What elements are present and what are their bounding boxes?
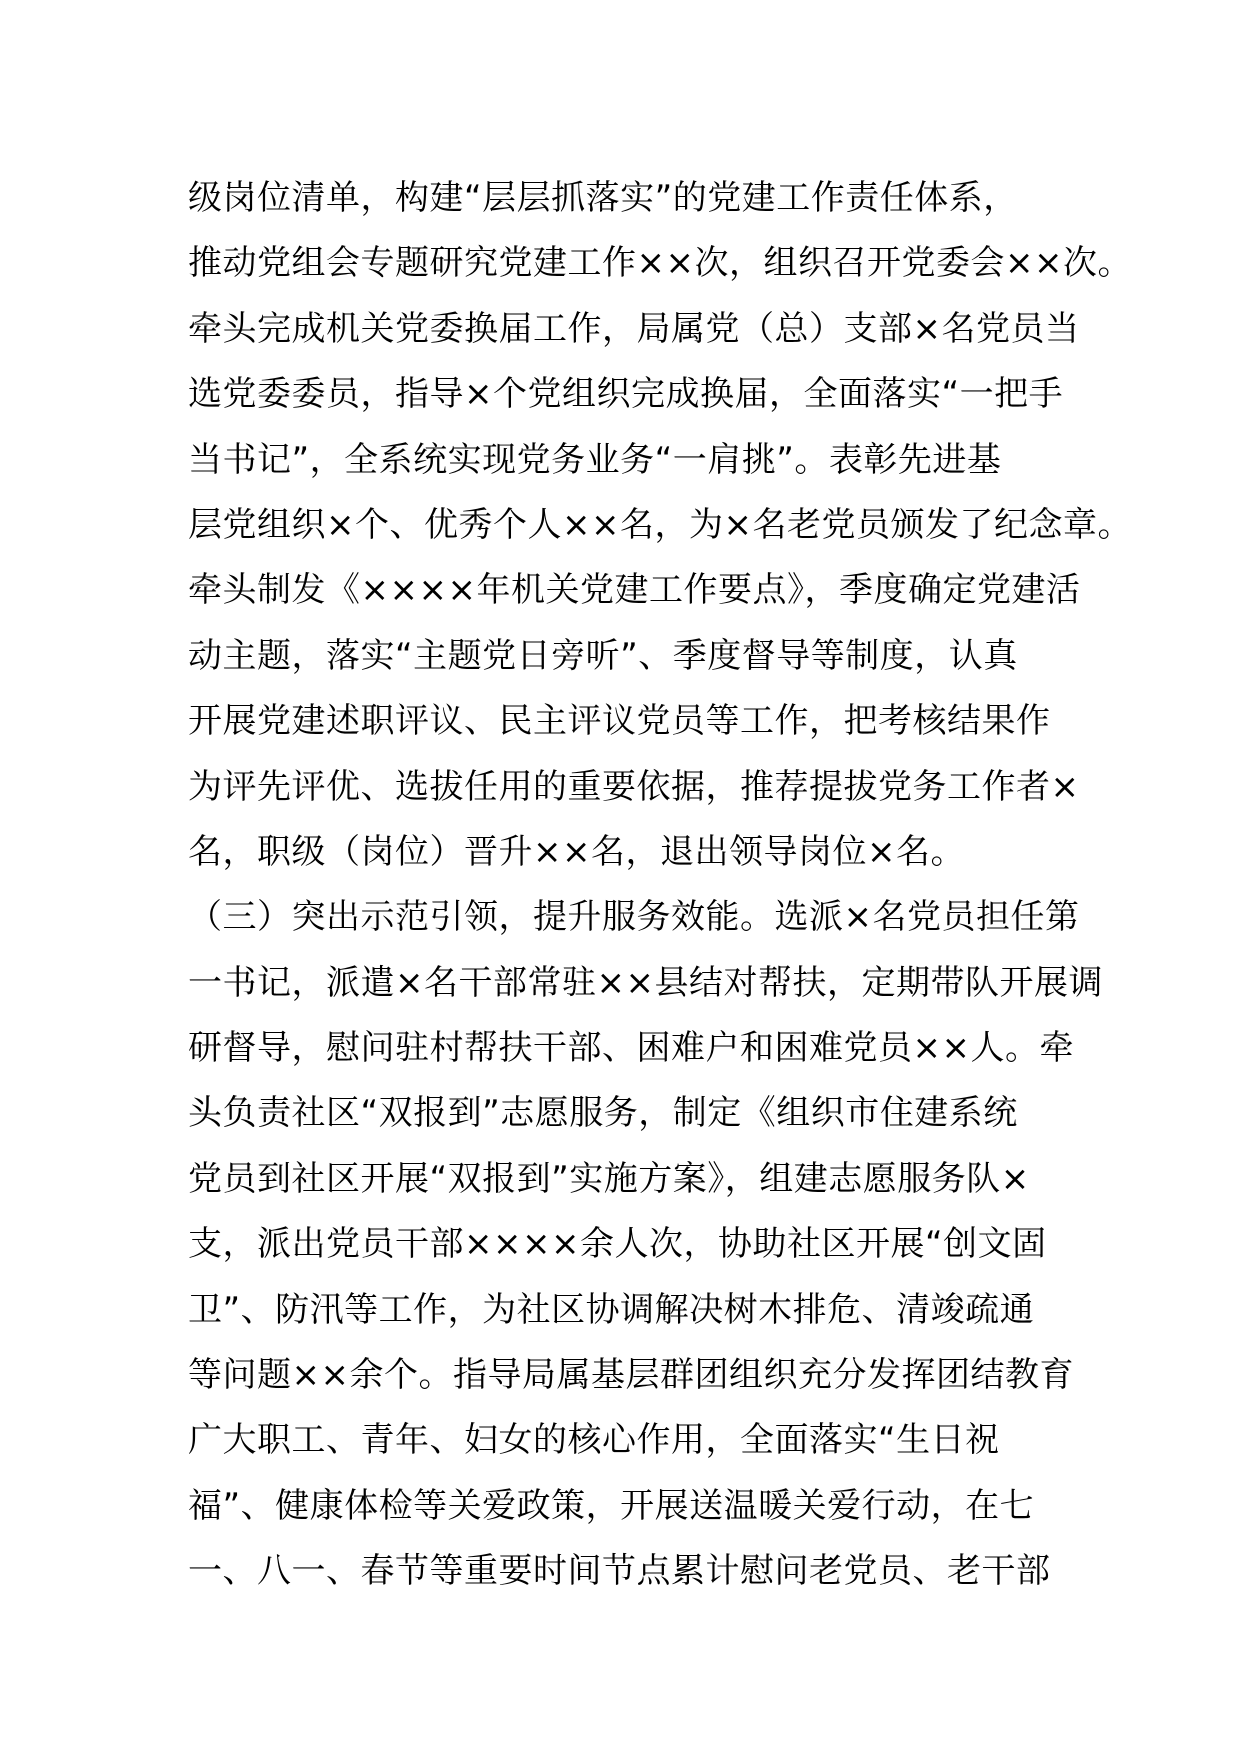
text-line: 层党组织×个、优秀个人××名，为×名老党员颁发了纪念章。 (188, 504, 1132, 545)
text-line: 一、八一、春节等重要时间节点累计慰问老党员、老干部 (188, 1551, 1051, 1592)
text-line: 头负责社区“双报到”志愿服务，制定《组织市住建系统 (188, 1093, 1018, 1134)
text-line: 级岗位清单，构建“层层抓落实”的党建工作责任体系， (188, 178, 1018, 218)
text-line: 研督导，慰问驻村帮扶干部、困难户和困难党员××人。牵 (188, 1028, 1074, 1069)
text-line: 一书记，派遣×名干部常驻××县结对帮扶，定期带队开展调 (188, 962, 1103, 1003)
text-line: 当书记”，全系统实现党务业务“一肩挑”。表彰先进基 (188, 439, 1002, 480)
text-line: 牵头完成机关党委换届工作，局属党（总）支部×名党员当 (188, 308, 1080, 349)
text-line: 福”、健康体检等关爱政策，开展送温暖关爱行动，在七 (188, 1485, 1035, 1526)
text-line: 支，派出党员干部××××余人次，协助社区开展“创文固 (188, 1224, 1047, 1265)
text-line: 名，职级（岗位）晋升××名，退出领导岗位×名。 (188, 831, 965, 872)
section-heading-line: （三）突出示范引领，提升服务效能。选派×名党员担任第 (188, 897, 1080, 938)
text-line: 卫”、防汛等工作，为社区协调解决树木排危、清竣疏通 (188, 1289, 1035, 1330)
text-line: 动主题，落实“主题党日旁听”、季度督导等制度，认真 (188, 635, 1018, 676)
text-line: 牵头制发《××××年机关党建工作要点》，季度确定党建活 (188, 570, 1081, 611)
body-text (188, 166, 1132, 1605)
text-line: 党员到社区开展“双报到”实施方案》，组建志愿服务队× (188, 1158, 1030, 1199)
text-line: 等问题××余个。指导局属基层群团组织充分发挥团结教育 (188, 1355, 1074, 1396)
text-line: 推动党组会专题研究党建工作××次，组织召开党委会××次。 (188, 243, 1132, 284)
text-line: 开展党建述职评议、民主评议党员等工作，把考核结果作 (188, 701, 1051, 742)
text-line: 选党委委员，指导×个党组织完成换届，全面落实“一把手 (188, 374, 1064, 415)
text-line: 为评先评优、选拔任用的重要依据，推荐提拔党务工作者× (188, 766, 1080, 807)
text-line: 广大职工、青年、妇女的核心作用，全面落实“生日祝 (188, 1420, 1000, 1461)
